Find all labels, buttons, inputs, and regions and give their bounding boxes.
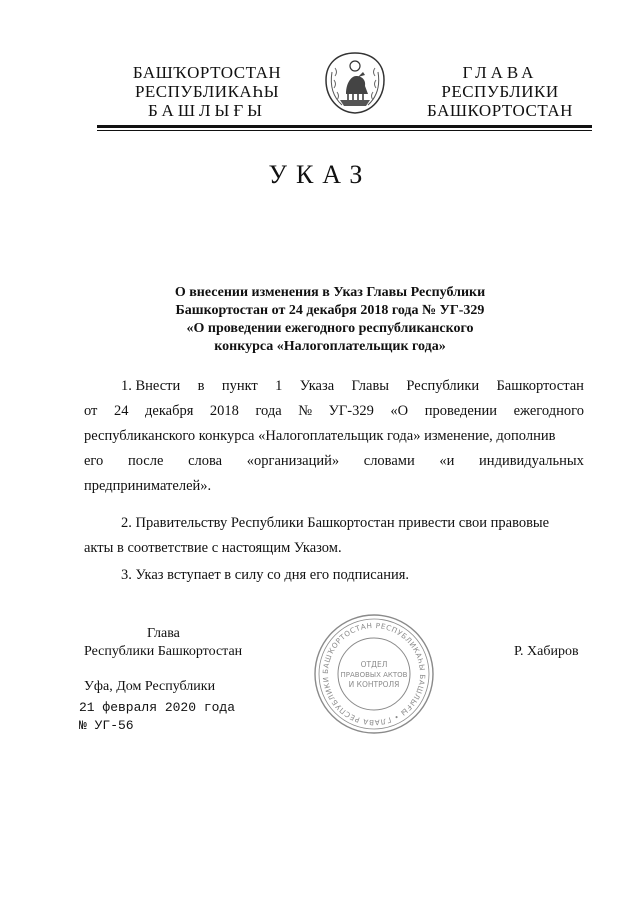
word: декабря xyxy=(145,403,194,419)
word: «организаций» xyxy=(246,453,340,469)
word: 24 xyxy=(113,403,129,419)
signatory-position-line-2: Республики Башкортостан xyxy=(84,644,243,659)
subject-line-2: Башкортостан от 24 декабря 2018 года № УГ-329 xyxy=(175,303,485,318)
p1-line-3: республиканского конкурса «Налогоплательщик года» изменение, дополнив xyxy=(84,428,556,444)
word: 1. Внести xyxy=(121,378,181,394)
word: Республики xyxy=(406,378,480,394)
word: «и xyxy=(439,453,455,469)
header-rule-thin xyxy=(97,130,592,131)
word: 1 xyxy=(275,378,283,394)
header-right-line-1: ГЛАВА xyxy=(462,63,538,82)
subject-line-3: «О проведении ежегодного республиканского xyxy=(186,321,474,336)
p1-line-5: предпринимателей». xyxy=(84,478,212,494)
header-left-line-1: БАШҠОРТОСТАН xyxy=(132,63,282,82)
p1-line-4 xyxy=(84,449,584,474)
signatory-name: Р. Хабиров xyxy=(514,644,579,659)
word: Указа xyxy=(299,378,335,394)
header-right-line-3: БАШКОРТОСТАН xyxy=(427,101,573,120)
official-stamp xyxy=(312,612,436,736)
header-left-line-3: БАШЛЫҒЫ xyxy=(148,101,266,120)
paragraph-2 xyxy=(84,511,584,561)
header-rule-thick xyxy=(97,125,592,128)
word: пункт xyxy=(221,378,258,394)
word: от xyxy=(84,403,98,419)
document-title: УКАЗ xyxy=(268,160,372,189)
coat-of-arms-icon xyxy=(322,50,388,116)
word: в xyxy=(197,378,205,394)
stamp-center-line-1: ОТДЕЛ xyxy=(360,660,388,669)
word: 2018 xyxy=(209,403,239,419)
word: УГ-329 xyxy=(328,403,374,419)
stamp-center-line-3: И КОНТРОЛЯ xyxy=(348,680,400,689)
stamp-center-line-2: ПРАВОВЫХ АКТОВ xyxy=(340,671,408,679)
p1-line-2 xyxy=(84,399,584,424)
header-left-bashkir xyxy=(112,63,302,120)
header-right-russian xyxy=(405,63,595,120)
signatory-position xyxy=(84,625,242,661)
signatory-position-line-1: Глава xyxy=(147,626,180,641)
header-left-line-2: РЕСПУБЛИКАҺЫ xyxy=(134,82,280,101)
word: индивидуальных xyxy=(479,453,584,469)
word: «О xyxy=(390,403,409,419)
p2-line-2: акты в соответствие с настоящим Указом. xyxy=(84,540,342,556)
signing-date: 21 февраля 2020 года xyxy=(79,700,236,715)
subject-line-4: конкурса «Налогоплательщик года» xyxy=(214,339,446,354)
word: № xyxy=(298,403,313,419)
paragraph-1 xyxy=(84,374,584,499)
stamp-ring-text: БАШҠОРТОСТАН РЕСПУБЛИКАҺЫ БАШЛЫҒЫ • ГЛАВА РЕСПУБЛИКИ xyxy=(320,620,428,728)
decree-subject xyxy=(140,284,520,356)
subject-line-1: О внесении изменения в Указ Главы Республики xyxy=(174,285,486,300)
date-and-number xyxy=(79,699,235,735)
word: его xyxy=(84,453,104,469)
decree-number: № УГ-56 xyxy=(79,718,134,733)
header-right-line-2: РЕСПУБЛИКИ xyxy=(441,82,559,101)
word: года xyxy=(255,403,282,419)
place-of-signing: Уфа, Дом Республики xyxy=(84,679,216,694)
word: Башкортостан xyxy=(496,378,584,394)
paragraph-3 xyxy=(84,563,584,588)
p2-line-1: 2. Правительству Республики Башкортостан привести свои правовые xyxy=(121,515,550,531)
word: ежегодного xyxy=(513,403,584,419)
word: словами xyxy=(363,453,415,469)
word: проведении xyxy=(424,403,498,419)
word: слова xyxy=(188,453,223,469)
p3-line-1: 3. Указ вступает в силу со дня его подписания. xyxy=(121,567,410,583)
word: после xyxy=(127,453,164,469)
p1-line-1 xyxy=(84,374,584,399)
word: Главы xyxy=(351,378,390,394)
